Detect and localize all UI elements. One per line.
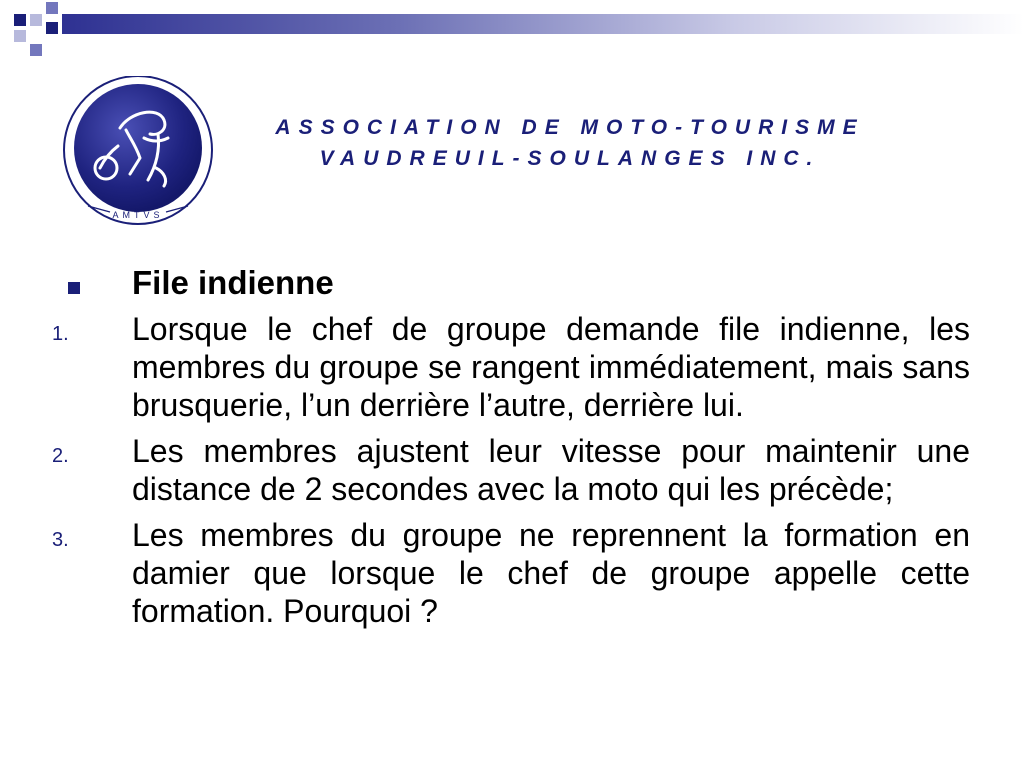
- list-item-text: Les membres ajustent leur vitesse pour maintenir une distance de 2 secondes avec la moto qui les précède;: [132, 433, 970, 507]
- decor-square: [30, 44, 42, 56]
- amtvs-logo: [60, 76, 216, 232]
- list-number: 3.: [52, 529, 69, 551]
- header-title-line1: ASSOCIATION DE MOTO-TOURISME: [275, 116, 865, 139]
- square-bullet-icon: [60, 264, 120, 302]
- bullet-heading: [60, 264, 970, 302]
- heading-text: File indienne: [132, 264, 334, 301]
- list-item: [52, 432, 970, 508]
- list-item: [52, 516, 970, 630]
- header-title: [255, 112, 885, 174]
- slide-content: [52, 264, 970, 638]
- top-gradient-bar: [62, 14, 1024, 34]
- decor-square: [14, 14, 26, 26]
- decor-square: [14, 30, 26, 42]
- list-number: 2.: [52, 445, 69, 467]
- header-title-line2: VAUDREUIL-SOULANGES INC.: [319, 147, 821, 170]
- decor-square: [30, 14, 42, 26]
- list-item-text: Les membres du groupe ne reprennent la formation en damier que lorsque le chef de groupe appelle cette formation. Pourquoi ?: [132, 517, 970, 629]
- list-number: 1.: [52, 323, 69, 345]
- decor-square: [46, 2, 58, 14]
- list-item: [52, 310, 970, 424]
- decor-square: [46, 22, 58, 34]
- list-item-text: Lorsque le chef de groupe demande file indienne, les membres du groupe se rangent immédiatement, mais sans brusquerie, l’un derrière l’autre, derrière lui.: [132, 311, 970, 423]
- logo-text: AMTVS: [112, 210, 164, 220]
